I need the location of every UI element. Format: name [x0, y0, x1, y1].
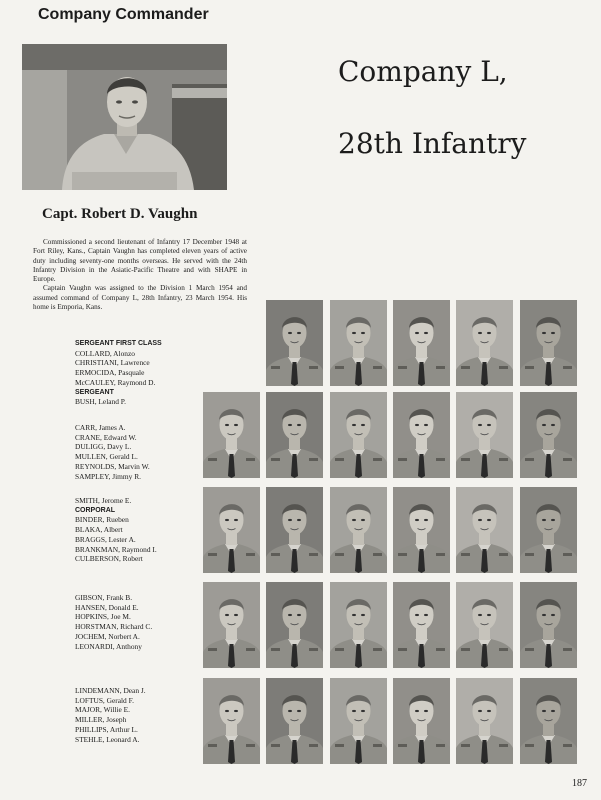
- page-title: Company L,: [338, 55, 508, 88]
- soldier-photo: [393, 487, 450, 573]
- soldier-photo: [266, 678, 323, 764]
- soldier-name: LINDEMANN, Dean J.: [75, 686, 146, 695]
- soldier-name: REYNOLDS, Marvin W.: [75, 461, 150, 471]
- soldier-name: DULIGG, Davy L.: [75, 442, 132, 452]
- soldier-name: HOPKINS, Joe M.: [75, 612, 131, 622]
- soldier-name: LOFTUS, Gerald F.: [75, 695, 134, 705]
- section-title: Company Commander: [38, 6, 209, 23]
- roster-group: [75, 339, 205, 407]
- soldier-photo: [330, 678, 387, 764]
- soldier-name: ERMOCIDA, Pasquale: [75, 368, 145, 378]
- soldier-photo: [456, 487, 513, 573]
- roster-group: [75, 686, 205, 744]
- soldier-photo: [266, 582, 323, 668]
- commander-photo: [22, 44, 227, 190]
- soldier-photo: [203, 487, 260, 573]
- soldier-name: BLAKA, Albert: [75, 525, 123, 535]
- commander-name: Capt. Robert D. Vaughn: [42, 206, 198, 222]
- soldier-photo: [520, 300, 577, 386]
- soldier-photo: [203, 392, 260, 478]
- rank-heading: SERGEANT: [75, 388, 114, 396]
- soldier-photo: [520, 487, 577, 573]
- roster-group: [75, 423, 205, 481]
- soldier-photo: [393, 300, 450, 386]
- soldier-photo: [203, 678, 260, 764]
- soldier-name: HORSTMAN, Richard C.: [75, 622, 153, 632]
- page-subtitle: 28th Infantry: [338, 127, 527, 160]
- soldier-photo: [266, 487, 323, 573]
- rank-heading: CORPORAL: [75, 506, 116, 514]
- bio-paragraph: Commissioned a second lieutenant of Infantry 17 December 1948 at Fort Riley, Kans., Captain Vaughn has completed eleven years of active duty including seventy-one months overseas. He served with the 24th Infantry Division in the Asiatic-Pacific Theatre and with SHAPE in Europe.: [33, 238, 247, 284]
- soldier-name: CARR, James A.: [75, 423, 126, 432]
- soldier-name: BINDER, Rueben: [75, 515, 129, 525]
- soldier-photo: [456, 300, 513, 386]
- rank-heading: SERGEANT FIRST CLASS: [75, 340, 162, 347]
- soldier-photo: [393, 582, 450, 668]
- soldier-name: BRAGGS, Lester A.: [75, 534, 136, 544]
- soldier-photo: [456, 582, 513, 668]
- soldier-name: CHRISTIANI, Lawrence: [75, 358, 150, 368]
- soldier-photo: [330, 582, 387, 668]
- soldier-photo: [520, 582, 577, 668]
- roster-group: [75, 593, 205, 651]
- soldier-name: BRANKMAN, Raymond I.: [75, 544, 157, 554]
- soldier-photo: [330, 300, 387, 386]
- soldier-name: PHILLIPS, Arthur L.: [75, 724, 138, 734]
- soldier-name: COLLARD, Alonzo: [75, 348, 135, 358]
- soldier-photo: [520, 678, 577, 764]
- page-number: 187: [572, 778, 587, 789]
- soldier-photo: [266, 392, 323, 478]
- soldier-photo: [520, 392, 577, 478]
- soldier-name: STEHLE, Leonard A.: [75, 734, 140, 744]
- commander-bio: [33, 238, 247, 312]
- soldier-photo: [393, 392, 450, 478]
- soldier-photo: [456, 678, 513, 764]
- soldier-name: GIBSON, Frank B.: [75, 593, 133, 602]
- soldier-name: MULLEN, Gerald L.: [75, 452, 138, 462]
- soldier-name: MILLER, Joseph: [75, 715, 127, 725]
- soldier-name: SAMPLEY, Jimmy R.: [75, 471, 141, 481]
- soldier-name: CULBERSON, Robert: [75, 554, 143, 564]
- soldier-photo: [456, 392, 513, 478]
- soldier-name: BUSH, Leland P.: [75, 397, 126, 407]
- roster-group: [75, 496, 205, 564]
- soldier-name: HANSEN, Donald E.: [75, 602, 139, 612]
- soldier-photo: [393, 678, 450, 764]
- soldier-photo: [203, 582, 260, 668]
- bio-paragraph: Captain Vaughn was assigned to the Division 1 March 1954 and assumed command of Company L, 28th Infantry, 23 March 1954. His home is Emporia, Kans.: [33, 284, 247, 312]
- soldier-photo: [330, 487, 387, 573]
- soldier-name: MAJOR, Willie E.: [75, 705, 130, 715]
- soldier-name: LEONARDI, Anthony: [75, 641, 142, 651]
- soldier-name: McCAULEY, Raymond D.: [75, 377, 156, 387]
- soldier-photo: [330, 392, 387, 478]
- soldier-name: SMITH, Jerome E.: [75, 496, 132, 505]
- soldier-photo: [266, 300, 323, 386]
- soldier-name: CRANE, Edward W.: [75, 432, 137, 442]
- soldier-name: JOCHEM, Norbert A.: [75, 631, 140, 641]
